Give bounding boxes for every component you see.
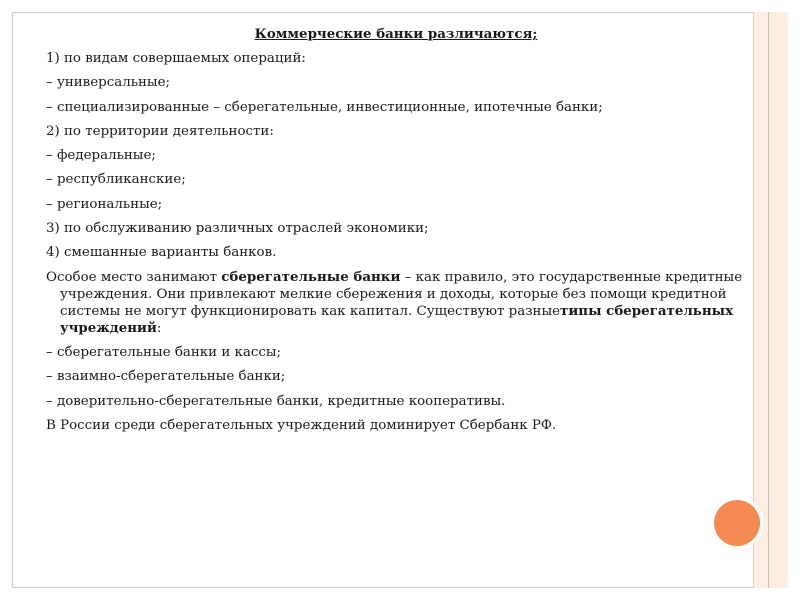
text-line: 2) по территории деятельности: bbox=[46, 123, 274, 139]
savings-banks-paragraph bbox=[46, 269, 755, 337]
paragraph-bold-term: типы сберегательных учреждений bbox=[60, 302, 734, 336]
slide-title: Коммерческие банки различаются; bbox=[254, 26, 538, 42]
text-line: – республиканские; bbox=[46, 172, 186, 188]
decorative-orange-circle bbox=[714, 500, 760, 546]
text-line: 1) по видам совершаемых операций: bbox=[46, 51, 306, 66]
paragraph-text: – как правило, это государственные кредитные учреждения. Они привлекают мелкие сбережения и доходы, которые без помощи кредитной системы не могут функционировать как капитал. Существуют разные bbox=[60, 269, 743, 319]
text-line: – региональные; bbox=[46, 196, 163, 212]
decorative-side-band bbox=[753, 12, 788, 588]
slide-content bbox=[46, 26, 746, 441]
text-line: 4) смешанные варианты банков. bbox=[46, 245, 277, 261]
text-line: – доверительно-сберегательные банки, кредитные кооперативы. bbox=[46, 393, 506, 409]
decorative-side-line bbox=[768, 12, 769, 588]
text-line: В России среди сберегательных учреждений доминирует Сбербанк РФ. bbox=[46, 417, 557, 433]
text-line: – взаимно-сберегательные банки; bbox=[46, 369, 286, 385]
text-line: – специализированные – сберегательные, инвестиционные, ипотечные банки; bbox=[46, 99, 603, 115]
text-line: – сберегательные банки и кассы; bbox=[46, 344, 282, 360]
paragraph-text: : bbox=[156, 320, 162, 336]
paragraph-bold-term: сберегательные банки bbox=[221, 268, 401, 285]
text-line: – федеральные; bbox=[46, 148, 156, 164]
text-line: 3) по обслуживанию различных отраслей экономики; bbox=[46, 221, 429, 237]
paragraph-text: Особое место занимают bbox=[46, 269, 222, 285]
text-line: – универсальные; bbox=[46, 75, 171, 91]
